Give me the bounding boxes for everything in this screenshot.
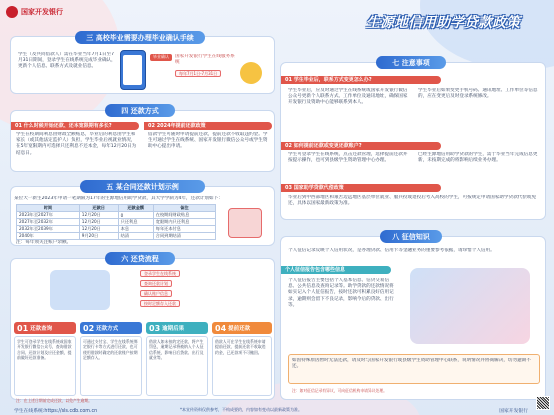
table-row xyxy=(17,233,216,240)
laptop-illustration xyxy=(50,270,110,310)
table-cell: 在校期间财政贴息 xyxy=(153,212,215,219)
table-cell: 2032年至2039年 xyxy=(17,226,80,233)
faq-answer: 学生毕业后，应及时通过学生在线系统或国家开发银行微信公众号更新个人联系方式、工作单位及通讯地址，确保国家开发银行及资助中心能够联系到本人。 xyxy=(288,88,408,106)
plan-note: 注：每年须关注账户余额。 xyxy=(16,240,72,245)
footer xyxy=(0,405,554,415)
section-body: 学生（及共同借款人）需在毕业当年7月1日至7月31日期间，登录学生在线系统完成毕业确认，更新个人信息、联系方式及就业信息。 xyxy=(18,52,116,70)
process-footnote: 注：在上述日期前完成还款，以免产生逾期。 xyxy=(16,398,92,403)
warning-text: 如因特殊原因暂时无法还款，请及时与国家开发银行或县级学生资助管理中心联系，说明情况并协商解决，切勿逾期不还。 xyxy=(292,358,531,370)
table-cell: 只还利息 xyxy=(118,219,153,226)
step-number: 04 xyxy=(215,323,227,333)
calendar-icon xyxy=(228,208,262,238)
bank-logo-icon xyxy=(6,6,18,18)
confirm-badge: 毕业确认 xyxy=(150,54,172,61)
section-title: 四 还款方式 xyxy=(105,104,175,117)
faq-answer: 学生可登录学生在线系统，点击还款管理，选择提前还款并按提示操作，也可到县级学生资助管理中心办理。 xyxy=(288,152,408,164)
knowledge-intro: 个人征信记录反映个人信用状况，是办理贷款、信用卡等金融业务的重要参考依据，请珍惜个人信用。 xyxy=(288,248,495,253)
step-number: 03 xyxy=(149,323,161,333)
step-text: 借款人如未按约定还款，将产生罚息，逾期记录将被纳入个人征信系统，影响日后贷款、出行及就业等。 xyxy=(146,336,208,396)
brand-logo xyxy=(6,6,63,18)
table-cell: 12月20日 xyxy=(79,219,118,226)
table-cell: 12月20日 xyxy=(79,226,118,233)
table-cell: 2027年至2032年 xyxy=(17,219,80,226)
flow-step: 按时足额存入还款 xyxy=(140,300,180,307)
table-cell: 9月20日 xyxy=(79,233,118,240)
step-number: 02 xyxy=(83,323,95,333)
section-title: 五 某合同还款计划示例 xyxy=(80,180,205,193)
table-header: 备注 xyxy=(153,205,215,212)
step-label: 提前还款 xyxy=(228,326,251,332)
knowledge-body: 个人征信报告主要包括个人基本信息、信贷交易信息、公共信息及查询记录等。助学贷款的还款情况将如实记入个人征信报告，按时还款可积累良好信用记录，逾期则会留下不良记录，影响今后的贷款、出行等。 xyxy=(288,278,394,308)
phone-screen xyxy=(123,55,142,85)
step-text: 学生可登录学生在线系统或国家开发银行微信公众号，查询借款合同、还款计划及应还金额，提前做好还款准备。 xyxy=(14,336,76,396)
table-header: 还款日 xyxy=(79,205,118,212)
person-illustration xyxy=(410,268,530,344)
step-label: 逾期后果 xyxy=(162,326,185,332)
repay-plan-table xyxy=(16,204,216,240)
early-repay-text: 借款学生可随时申请提前还款，提前还款不收取违约金。学生可通过学生在线系统、国家开发银行微信公众号或学生资助中心提出申请。 xyxy=(148,132,268,150)
step-query xyxy=(14,322,76,334)
table-cell: 12月20日 xyxy=(79,212,118,219)
knowledge-footnote: 注：如对征信记录有异议，可向征信机构申请异议处理。 xyxy=(292,388,387,393)
step-label: 还款查询 xyxy=(30,326,53,332)
logo-text: 国家开发银行 xyxy=(21,8,63,16)
step-method xyxy=(80,322,142,334)
section-title: 六 还贷流程 xyxy=(105,252,175,265)
table-cell: 本息 xyxy=(118,226,153,233)
table-cell: 每年还本付息 xyxy=(153,226,215,233)
table-header: 时间 xyxy=(17,205,80,212)
early-repay-heading: 02 2024年提前还款政策 xyxy=(144,122,272,130)
table-header: 还款金额 xyxy=(118,205,153,212)
table-row xyxy=(17,219,216,226)
confirm-system-label: 国家开发银行学生在线服务系统 xyxy=(175,54,235,66)
faq-answer: 毕业后到中西部地区和艰苦边远地区基层单位就业、服兵役或退役后考入高校的学生，可按规定申请国家助学贷款代偿或免还，具体以国家最新政策为准。 xyxy=(288,195,537,207)
table-row xyxy=(17,212,216,219)
qr-code-icon xyxy=(536,396,550,410)
step-label: 还款方式 xyxy=(96,326,119,332)
knowledge-tip-heading: 个人征信报告包含哪些信息 xyxy=(281,266,391,274)
faq-answer: 已经生源地信用助学贷款的学生，需于毕业当年完成信息更新，未按期完成的将影响后续业务办理。 xyxy=(418,152,538,164)
step-text: 可通过支付宝、学生在线系统绑定银行卡等方式进行还款，也可使用借款时确定的还款账户按期足额存入。 xyxy=(80,336,142,396)
confirm-date: 每年7月1日-7月31日 xyxy=(175,70,221,77)
faq-question: 03 国家助学贷款代偿政策 xyxy=(281,184,441,192)
footer-brand: 国家开发银行 xyxy=(499,409,528,414)
phone-illustration xyxy=(120,50,146,90)
faq-question: 01 学生毕业后，联系方式变更怎么办? xyxy=(281,76,441,84)
footer-disclaimer: *本宣传资料仅供参考，不构成要约，内容如有变动以最新政策为准。 xyxy=(180,407,302,412)
step-number: 01 xyxy=(17,323,29,333)
faq-answer: 学生毕业后如果变更手机号码、通讯地址、工作单位等信息的，应在变更后及时登录系统修改。 xyxy=(418,88,538,100)
step-early xyxy=(212,322,272,334)
table-header-row xyxy=(17,205,216,212)
flow-step: 查询还款计划 xyxy=(140,280,172,287)
table-cell: 2040年 xyxy=(17,233,80,240)
section-title: 八 征信知识 xyxy=(380,230,442,243)
repay-start-text: 学生在校期间利息由财政全额贴息，毕业后的利息由学生和家长（或其他法定监护人）负担，学生毕业后视就业情况，在5年宽限期内可选择只还利息不还本金，每年12月20日为结息日。 xyxy=(16,132,137,156)
table-cell: 宽限期内只还利息 xyxy=(153,219,215,226)
page-title: 生源地信用助学贷款政策 xyxy=(366,15,520,31)
trophy-icon xyxy=(240,62,262,84)
flow-step: 登录学生在线系统 xyxy=(140,270,180,277)
footer-website[interactable]: 学生在线系统:https://sls.cdb.com.cn xyxy=(14,409,98,414)
section-title: 七 注意事项 xyxy=(376,56,446,69)
faq-question: 02 如何提前还款或变更还款账户? xyxy=(281,142,441,150)
flow-step: 确认账户信息 xyxy=(140,290,172,297)
section-title: 三 高校毕业需要办理毕业确认手续 xyxy=(75,31,205,44)
table-cell: 结清 xyxy=(118,233,153,240)
repay-start-heading: 01 什么时候开始还款、还本宽限期有多长? xyxy=(11,122,139,130)
plan-intro: 某位大一新生2023年申请一笔期限为17年的生源地信用助学贷款，其大学学制为4年，还款计划如下： xyxy=(14,196,223,201)
table-row xyxy=(17,226,216,233)
table-cell: 0 xyxy=(118,212,153,219)
step-text: 借款人可在学生在线系统申请提前还款，提前还款不收取违约金，已还款项不可撤回。 xyxy=(212,336,272,396)
table-cell: 2023年至2027年 xyxy=(17,212,80,219)
step-overdue xyxy=(146,322,208,334)
table-cell: 合同到期结清 xyxy=(153,233,215,240)
